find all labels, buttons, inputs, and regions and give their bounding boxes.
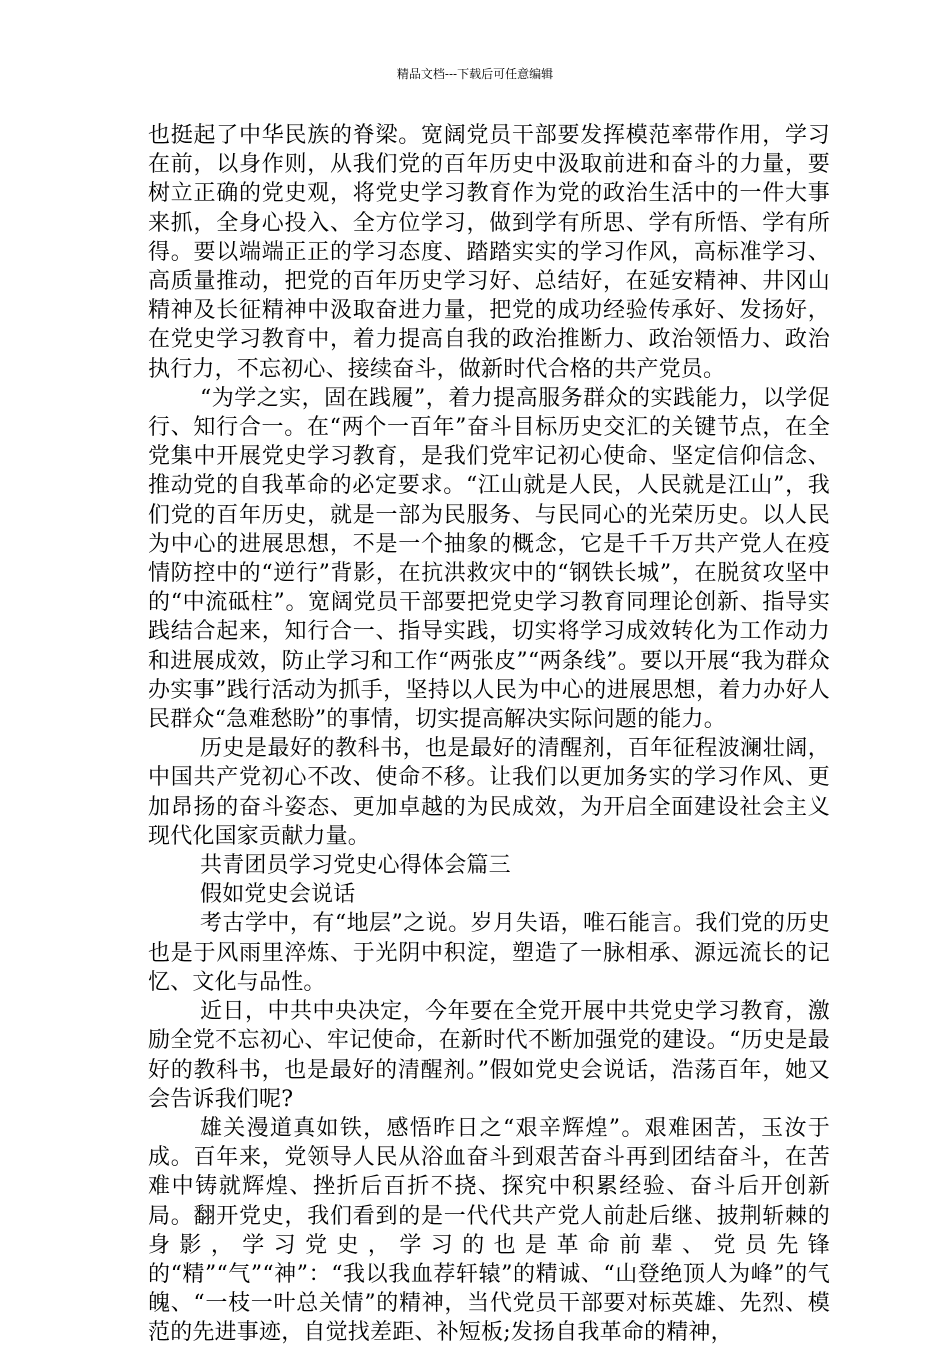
section-title: 共青团员学习党史心得体会篇三	[200, 853, 511, 879]
paragraph: “为学之实，固在践履”，着力提高服务群众的实践能力，以学促行、知行合一。在“两个一百年”奋斗目标历史交汇的关键节点，在全党集中开展党史学习教育，是我们党牢记初心使命、坚定信仰信念、推动党的自我革命的必定要求。“江山就是人民，人民就是江山”，我们党的百年历史，就是一部为民服务、与民同心的光荣历史。以人民为中心的进展思想，不是一个抽象的概念，它是千千万共产党人在疫情防控中的“逆行”背影，在抗洪救灾中的“钢铁长城”，在脱贫攻坚中的“中流砥柱”。宽阔党员干部要把党史学习教育同理论创新、指导实践结合起来，知行合一、指导实践，切实将学习成效转化为工作动力和进展成效，防止学习和工作“两张皮”“两条线”。要以开展“我为群众办实事”践行活动为抓手，坚持以人民为中心的进展思想，着力办好人民群众“急难愁盼”的事情，切实提高解决实际问题的能力。	[148, 385, 830, 733]
paragraph: 历史是最好的教科书，也是最好的清醒剂，百年征程波澜壮阔，中国共产党初心不改、使命不移。让我们以更加务实的学习作风、更加昂扬的奋斗姿态、更加卓越的为民成效，为开启全面建设社会主义现代化国家贡献力量。	[148, 736, 830, 849]
page-header: 精品文档---下载后可任意编辑	[396, 67, 554, 81]
paragraph: 近日，中共中央决定，今年要在全党开展中共党史学习教育，激励全党不忘初心、牢记使命，在新时代不断加强党的建设。“历史是最好的教科书，也是最好的清醒剂。”假如党史会说话，浩荡百年，她又会告诉我们呢?	[148, 999, 830, 1112]
paragraph: 雄关漫道真如铁，感悟昨日之“艰辛辉煌”。艰难困苦，玉汝于成。百年来，党领导人民从浴血奋斗到艰苦奋斗再到团结奋斗，在苦难中铸就辉煌、挫折后百折不挠、探究中积累经验、奋斗后开创新局。翻开党史，我们看到的是一代代共产党人前赴后继、披荆斩棘的身影，学习党史，学习的也是革命前辈、党员先锋的“精”“气”“神”：“我以我血荐轩辕”的精诚、“山登绝顶人为峰”的气魄、“一枝一叶总关情”的精神，当代党员干部要对标英雄、先烈、模范的先进事迹，自觉找差距、补短板;发扬自我革命的精神，	[148, 1115, 830, 1346]
paragraph: 考古学中，有“地层”之说。岁月失语，唯石能言。我们党的历史也是于风雨里淬炼、于光阴中积淀，塑造了一脉相承、源远流长的记忆、文化与品性。	[148, 911, 830, 995]
paragraph: 也挺起了中华民族的脊梁。宽阔党员干部要发挥模范率带作用，学习在前，以身作则，从我们党的百年历史中汲取前进和奋斗的力量，要树立正确的党史观，将党史学习教育作为党的政治生活中的一件大事来抓，全身心投入、全方位学习，做到学有所思、学有所悟、学有所得。要以端端正正的学习态度、踏踏实实的学习作风，高标准学习、高质量推动，把党的百年历史学习好、总结好，在延安精神、井冈山精神及长征精神中汲取奋进力量，把党的成功经验传承好、发扬好，在党史学习教育中，着力提高自我的政治推断力、政治领悟力、政治执行力，不忘初心、接续奋斗，做新时代合格的共产党员。	[148, 123, 830, 382]
document-body	[148, 121, 830, 1348]
article-title: 假如党史会说话	[200, 882, 356, 908]
